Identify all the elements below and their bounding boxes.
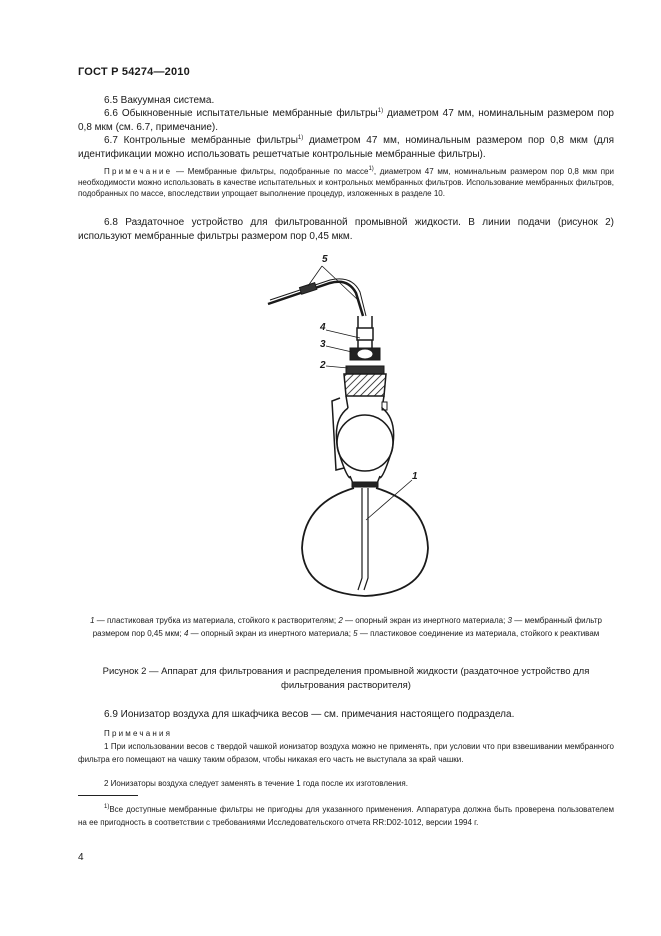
- section-6-9-text: 6.9 Ионизатор воздуха для шкафчика весов — см. примечания настоящего подраздела.: [104, 709, 515, 720]
- stopper: [344, 374, 386, 396]
- footnote-ref: 1): [297, 135, 304, 141]
- note-text-a: — Мембранные фильтры, подобранные по массе: [172, 167, 369, 176]
- figure-legend: [78, 614, 614, 640]
- footnote-marker: 1): [104, 804, 110, 810]
- page-number: 4: [78, 852, 84, 863]
- legend-text-5: — пластиковое соединение из материала, стойкого к реактивам: [357, 629, 600, 638]
- note-2-text: 2 Ионизаторы воздуха следует заменять в течение 1 года после их изготовления.: [104, 779, 408, 788]
- legend-text-3: — мембранный фильтр размером пор 0,45 мкм;: [92, 616, 602, 638]
- section-6-5: [78, 94, 614, 108]
- flask-collar: [352, 482, 378, 487]
- section-6-8: [78, 216, 614, 243]
- section-6-8-text: 6.8 Раздаточное устройство для фильтрованной промывной жидкости. В линии подачи (рисунок 2) используют мембранные фильтры размером пор 0,45 мкм.: [78, 217, 614, 242]
- label-4: 4: [320, 322, 326, 333]
- label-5: 5: [322, 254, 328, 265]
- footnote-divider: [78, 795, 138, 796]
- legend-text-2: — опорный экран из инертного материала;: [342, 616, 508, 625]
- footnote: [78, 804, 614, 829]
- flask-body: [302, 488, 428, 596]
- section-6-6-text-b: диаметром 47 мм, номинальным размером пор 0,8 мкм (см. 6.7, примечание).: [78, 108, 614, 133]
- note-1-text: 1 При использовании весов с твердой чашкой ионизатор воздуха можно не применять, при условии что при взвешивании мембранного фильтра его помещают на чашку таким образом, чтобы никакая его часть не выступала за край чашки.: [78, 742, 614, 764]
- section-6-6: [78, 107, 614, 134]
- legend-num-4: 4: [183, 629, 189, 638]
- section-6-5-text: 6.5 Вакуумная система.: [104, 95, 215, 106]
- note-label: Примечание: [104, 167, 173, 176]
- upper-bulb: [336, 408, 393, 478]
- support-screen-bottom: [346, 366, 384, 374]
- footnote-ref: 1): [368, 166, 374, 172]
- notes-title: [78, 728, 614, 739]
- section-6-9: [78, 708, 614, 722]
- leader-2: [326, 366, 348, 368]
- notes-title-text: Примечания: [104, 729, 173, 738]
- legend-text-4: — опорный экран из инертного материала;: [188, 629, 354, 638]
- legend-text-1: — пластиковая трубка из материала, стойкого к растворителям;: [94, 616, 339, 625]
- section-6-6-text-a: 6.6 Обыкновенные испытательные мембранные фильтры: [104, 108, 378, 119]
- section-6-7: [78, 134, 614, 161]
- dip-tube: [358, 488, 368, 590]
- label-2: 2: [320, 360, 326, 371]
- note-6-7: [78, 166, 614, 199]
- legend-num-2: 2: [338, 616, 343, 625]
- legend-num-5: 5: [353, 629, 358, 638]
- legend-num-1: 1: [90, 616, 95, 625]
- note-1: [78, 741, 614, 766]
- leader-4: [326, 330, 360, 338]
- legend-num-3: 3: [507, 616, 512, 625]
- membrane-filter: [358, 350, 372, 358]
- section-6-7-text-a: 6.7 Контрольные мембранные фильтры: [104, 135, 298, 146]
- glass-bulb: [337, 415, 393, 471]
- leader-3: [326, 346, 352, 352]
- note-2: [78, 778, 614, 789]
- section-6-7-text-b: диаметром 47 мм, номинальным размером пор 0,8 мкм (для идентификации можно использовать решетчатые контрольные мембранные фильтры).: [78, 135, 615, 160]
- document-header: ГОСТ Р 54274—2010: [78, 66, 190, 78]
- figure-caption: Рисунок 2 — Аппарат для фильтрования и распределения промывной жидкости (раздаточное устройство для фильтрования растворителя): [102, 666, 590, 691]
- label-1: 1: [412, 471, 418, 482]
- note-text-b: , диаметром 47 мм, номинальным размером пор 0,8 мкм при необходимости можно использовать в качестве испытательных и контрольных мембранных фильтров. Использование мембранных фильтров, подобранных по массе, впоследствии упрощает выполнение процедур, изложенных в разделе 10.: [78, 167, 615, 198]
- neck: [346, 396, 384, 408]
- footnote-text: Все доступные мембранные фильтры не пригодны для указанного применения. Аппаратура должна быть проверена пользователем на ее пригодность в соответствии с требованиями Исследовательского отчета RR:D02-1012, версии 1994 г.: [78, 805, 614, 827]
- apparatus-drawing: [260, 248, 460, 603]
- connector-upper: [299, 283, 316, 295]
- label-3: 3: [320, 339, 326, 350]
- footnote-ref: 1): [377, 108, 384, 114]
